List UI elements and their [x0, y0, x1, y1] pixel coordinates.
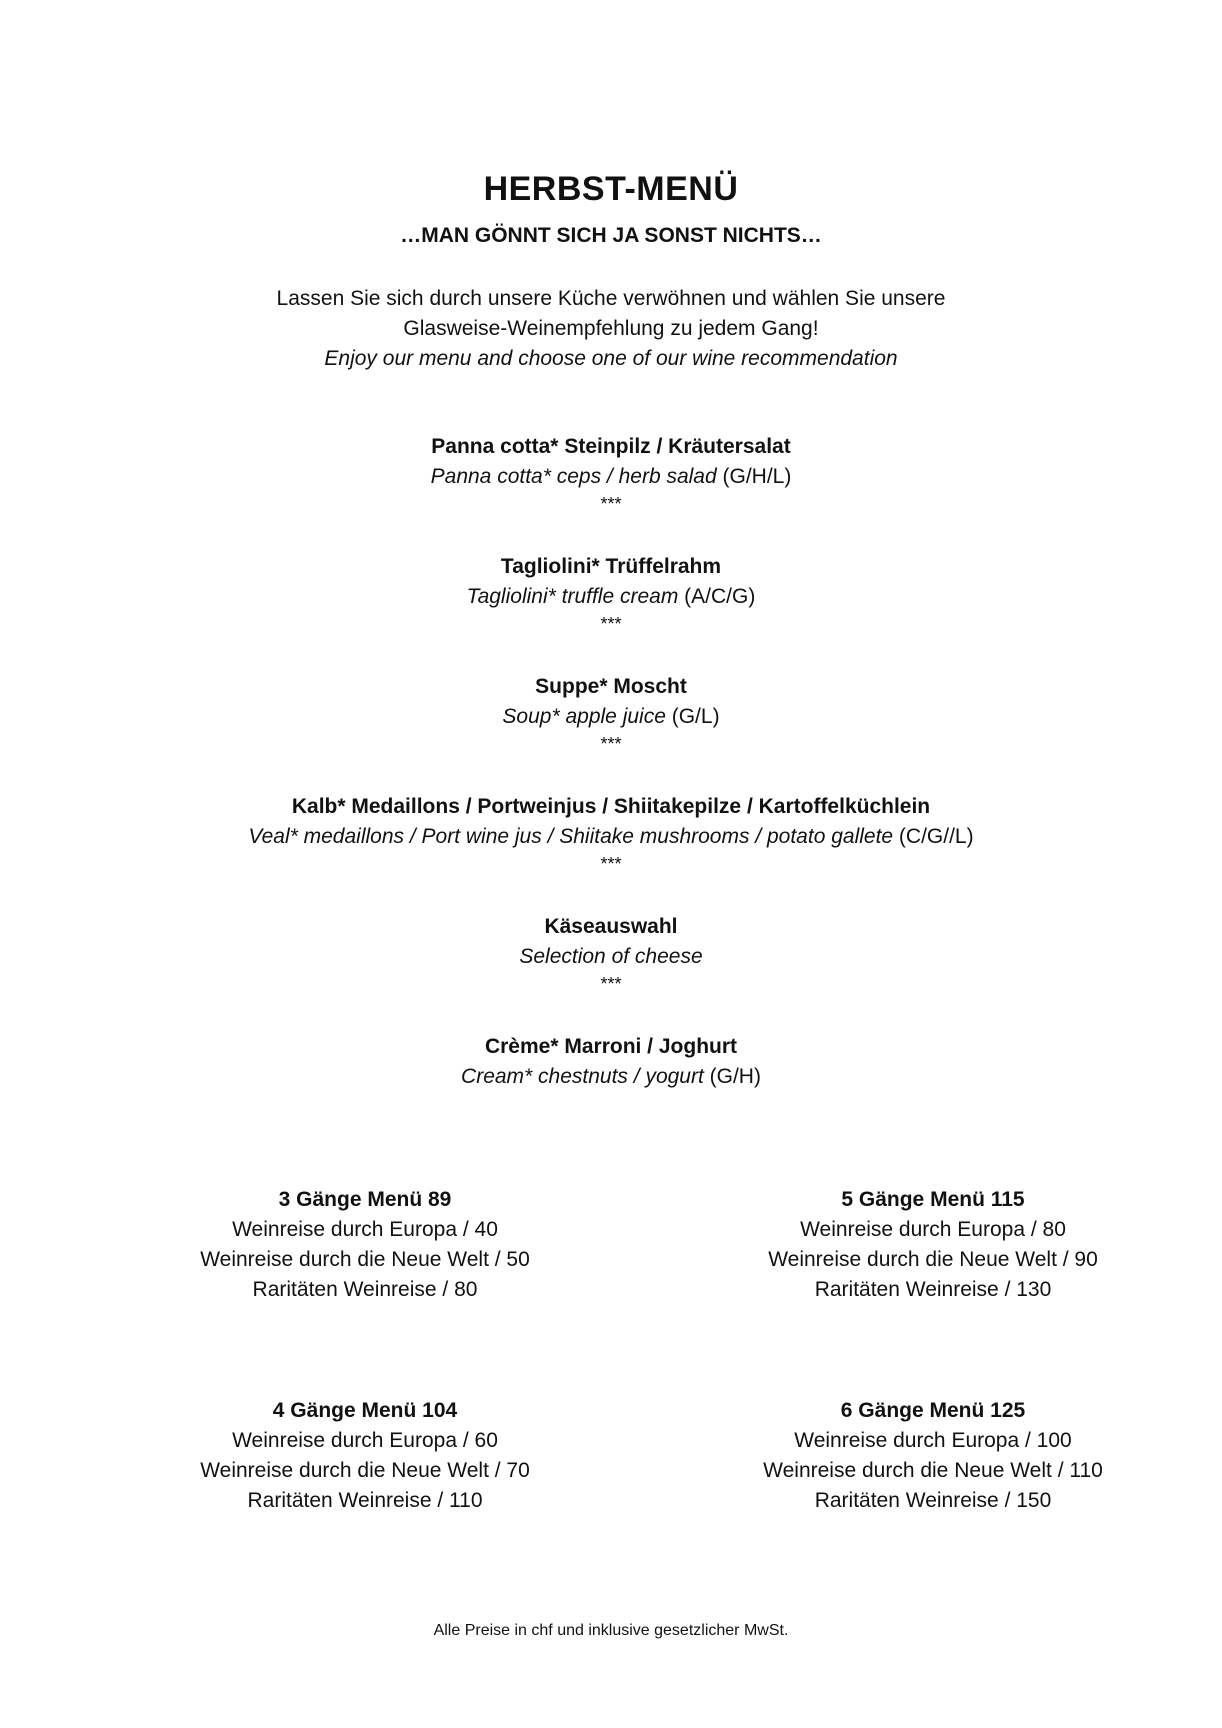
course-allergens: (G/H) [703, 1065, 761, 1088]
package-title: 4 Gänge Menü 104 [272, 1399, 458, 1422]
course-separator: *** [600, 494, 622, 514]
course-item [0, 792, 1222, 876]
course-name-de: Panna cotta* Steinpilz / Kräutersalat [431, 435, 791, 458]
package-title: 3 Gänge Menü 89 [278, 1188, 452, 1211]
course-en-text: Tagliolini* truffle cream [466, 585, 679, 608]
menu-package [85, 1396, 645, 1516]
course-name-en [0, 462, 1222, 492]
course-en-text: Cream* chestnuts / yogurt [461, 1065, 704, 1088]
course-separator: *** [600, 734, 622, 754]
course-name-en [0, 822, 1222, 852]
package-line: Weinreise durch die Neue Welt / 90 [768, 1248, 1098, 1271]
package-title: 5 Gänge Menü 115 [841, 1188, 1025, 1211]
package-line: Raritäten Weinreise / 130 [814, 1278, 1052, 1301]
package-line: Weinreise durch Europa / 80 [800, 1218, 1066, 1241]
course-separator: *** [600, 614, 622, 634]
course-allergens: (G/L) [665, 705, 720, 728]
menu-subtitle: …MAN GÖNNT SICH JA SONST NICHTS… [400, 224, 822, 247]
course-item [0, 912, 1222, 996]
package-line: Weinreise durch die Neue Welt / 70 [200, 1459, 530, 1482]
intro-line-2: Glasweise-Weinempfehlung zu jedem Gang! [403, 317, 819, 340]
menu-package [653, 1185, 1213, 1305]
course-name-de: Crème* Marroni / Joghurt [484, 1035, 738, 1058]
package-title: 6 Gänge Menü 125 [840, 1399, 1026, 1422]
course-separator: *** [600, 854, 622, 874]
package-line: Raritäten Weinreise / 150 [814, 1489, 1052, 1512]
course-item [0, 552, 1222, 636]
course-item [0, 672, 1222, 756]
course-allergens: (G/H/L) [716, 465, 792, 488]
price-footer: Alle Preise in chf und inklusive gesetzlicher MwSt. [433, 1622, 789, 1639]
course-name-en [0, 582, 1222, 612]
menu-title: HERBST-MENÜ [483, 170, 739, 208]
package-line: Raritäten Weinreise / 110 [247, 1489, 483, 1512]
course-en-text: Selection of cheese [519, 945, 703, 968]
course-name-en [0, 1062, 1222, 1092]
course-name-de: Tagliolini* Trüffelrahm [500, 555, 722, 578]
package-line: Raritäten Weinreise / 80 [252, 1278, 478, 1301]
course-separator: *** [600, 974, 622, 994]
course-allergens: (C/G//L) [893, 825, 974, 848]
course-en-text: Panna cotta* ceps / herb salad [430, 465, 717, 488]
package-line: Weinreise durch die Neue Welt / 110 [763, 1459, 1103, 1482]
package-line: Weinreise durch Europa / 40 [232, 1218, 498, 1241]
package-line: Weinreise durch Europa / 100 [794, 1429, 1072, 1452]
intro-english: Enjoy our menu and choose one of our wine recommendation [324, 347, 898, 370]
menu-package [653, 1396, 1213, 1516]
menu-package [85, 1185, 645, 1305]
course-item [0, 432, 1222, 516]
course-name-de: Kalb* Medaillons / Portweinjus / Shiitakepilze / Kartoffelküchlein [291, 795, 931, 818]
intro-line-1: Lassen Sie sich durch unsere Küche verwöhnen und wählen Sie unsere [276, 287, 946, 310]
intro-text [0, 284, 1222, 374]
course-name-de: Suppe* Moscht [535, 675, 687, 698]
course-item [0, 1032, 1222, 1092]
package-line: Weinreise durch die Neue Welt / 50 [200, 1248, 530, 1271]
course-en-text: Veal* medaillons / Port wine jus / Shiitake mushrooms / potato gallete [248, 825, 894, 848]
course-name-en [0, 702, 1222, 732]
course-name-en [0, 942, 1222, 972]
course-en-text: Soup* apple juice [502, 705, 666, 728]
course-allergens: (A/C/G) [678, 585, 756, 608]
course-name-de: Käseauswahl [544, 915, 678, 938]
package-line: Weinreise durch Europa / 60 [232, 1429, 498, 1452]
